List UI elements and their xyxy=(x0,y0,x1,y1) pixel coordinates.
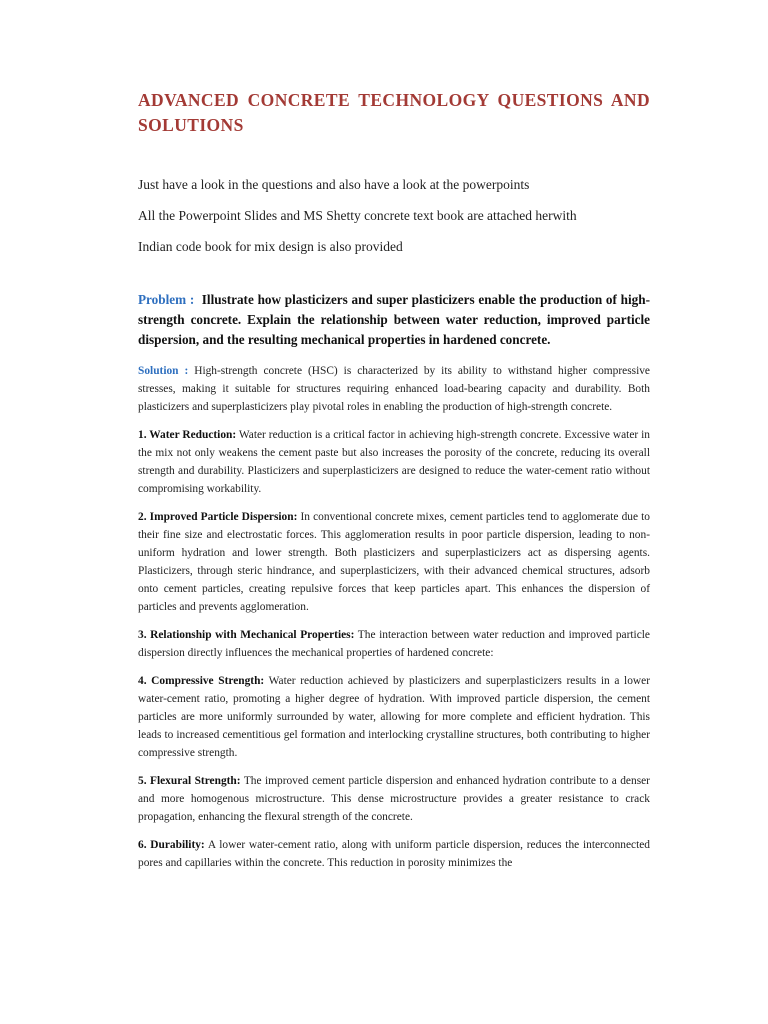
section-mechanical-properties xyxy=(138,626,650,662)
intro-line: Just have a look in the questions and also have a look at the powerpoints xyxy=(138,177,530,192)
section-text: In conventional concrete mixes, cement particles tend to agglomerate due to their fine size and electrostatic forces. This agglomeration results in poor particle dispersion, leading to non-uniform hydration and lower strength. Both plasticizers and superplasticizers act as dispersing agents. Plasticizers, through steric hindrance, and superplasticizers, with their advanced chemical structures, adsorb onto cement particles, creating repulsive forces that keep particles apart. This enhances the dispersion of particles and prevents agglomeration. xyxy=(138,511,650,613)
section-heading: 1. Water Reduction: xyxy=(138,429,237,441)
section-durability xyxy=(138,836,650,872)
document-title: ADVANCED CONCRETE TECHNOLOGY QUESTIONS AND SOLUTIONS xyxy=(138,90,650,135)
section-text: The interaction between water reduction and improved particle dispersion directly influences the mechanical properties of hardened concrete: xyxy=(138,629,650,659)
section-heading: 5. Flexural Strength: xyxy=(138,775,241,787)
problem-statement xyxy=(138,290,650,350)
document-page xyxy=(138,88,650,882)
intro-line: All the Powerpoint Slides and MS Shetty concrete text book are attached herwith xyxy=(138,208,577,223)
section-heading: 2. Improved Particle Dispersion: xyxy=(138,511,298,523)
section-particle-dispersion xyxy=(138,508,650,616)
section-heading: 6. Durability: xyxy=(138,839,205,851)
problem-label: Problem : xyxy=(138,292,195,307)
section-text: A lower water-cement ratio, along with uniform particle dispersion, reduces the interconnected pores and capillaries within the concrete. This reduction in porosity minimizes the xyxy=(138,839,650,869)
section-flexural-strength xyxy=(138,772,650,826)
problem-text: Illustrate how plasticizers and super plasticizers enable the production of high-strength concrete. Explain the relationship between water reduction, improved particle dispersion, and the resulting mechanical properties in hardened concrete. xyxy=(138,292,650,347)
section-compressive-strength xyxy=(138,672,650,762)
solution-paragraph xyxy=(138,362,650,416)
section-text: Water reduction achieved by plasticizers and superplasticizers results in a lower water-cement ratio, promoting a higher degree of hydration. With improved particle dispersion, the cement particles are more uniformly surrounded by water, allowing for more complete and efficient hydration. This leads to increased cementitious gel formation and interlocking crystalline structures, both contributing to higher compressive strength. xyxy=(138,675,650,759)
intro-line: Indian code book for mix design is also provided xyxy=(138,239,403,254)
section-text: Water reduction is a critical factor in achieving high-strength concrete. Excessive water in the mix not only weakens the cement paste but also increases the porosity of the concrete, reducing its overall strength and durability. Plasticizers and superplasticizers are designed to reduce the water-cement ratio without compromising workability. xyxy=(138,429,650,495)
section-heading: 4. Compressive Strength: xyxy=(138,675,265,687)
section-text: The improved cement particle dispersion and enhanced hydration contribute to a denser and more homogenous microstructure. This dense microstructure provides a greater resistance to crack propagation, enhancing the flexural strength of the concrete. xyxy=(138,775,650,823)
section-heading: 3. Relationship with Mechanical Properties: xyxy=(138,629,355,641)
section-water-reduction xyxy=(138,426,650,498)
solution-label: Solution : xyxy=(138,365,189,377)
solution-text: High-strength concrete (HSC) is characterized by its ability to withstand higher compressive stresses, making it suitable for structures requiring enhanced load-bearing capacity and durability. Both plasticizers and superplasticizers play pivotal roles in enabling the production of high-strength concrete. xyxy=(138,365,650,413)
